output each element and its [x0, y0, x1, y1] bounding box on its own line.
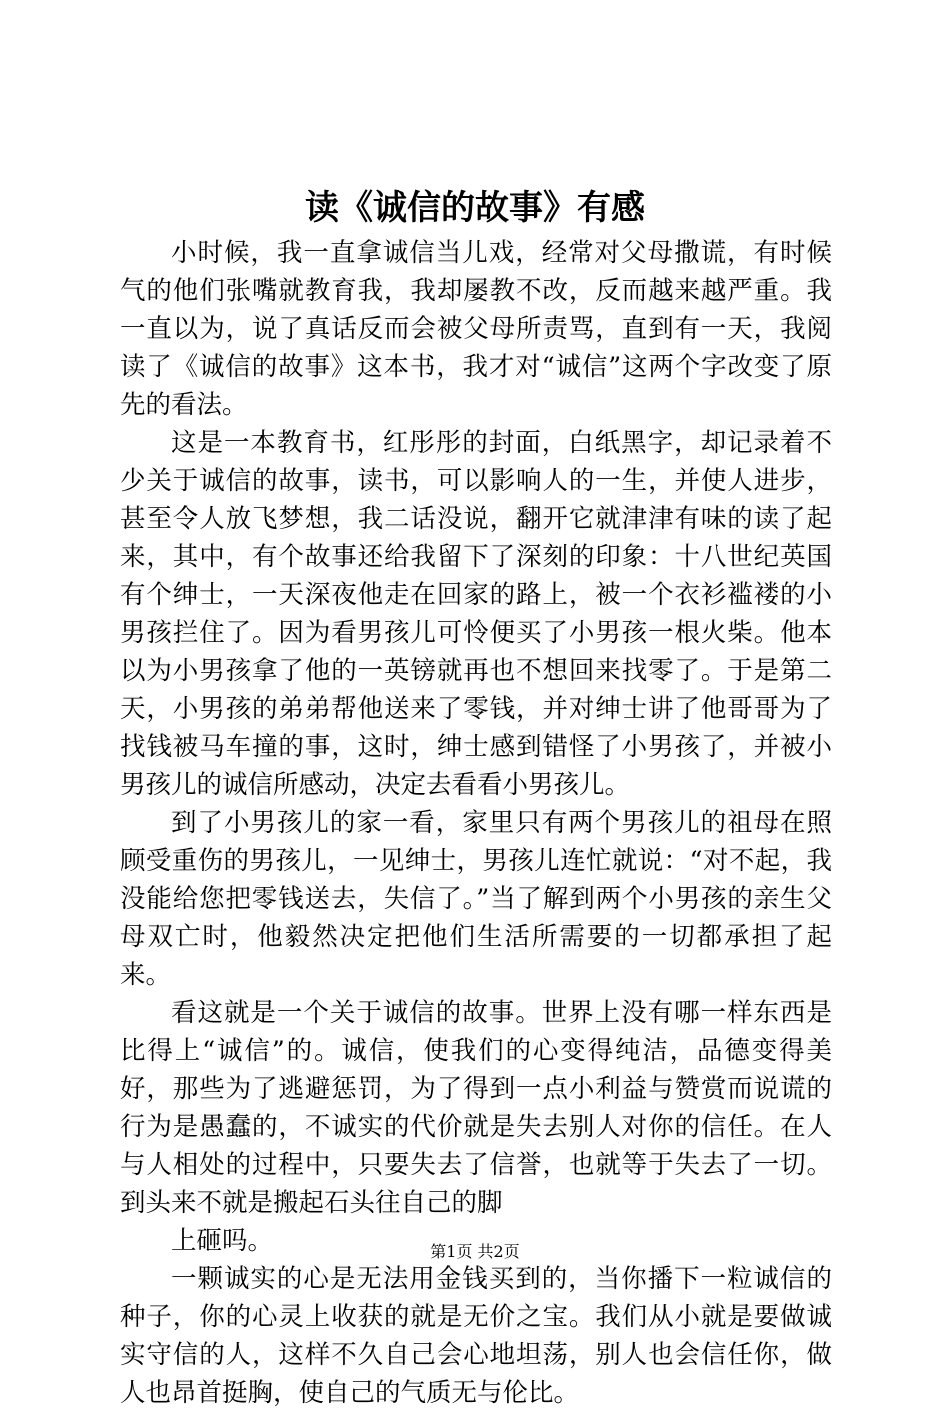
paragraph-5: 上砸吗。: [171, 1226, 274, 1256]
paragraph-2: 这是一本教育书，红彤彤的封面，白纸黑字，却记录着不少关于诚信的故事，读书，可以影响人的一生，并使人进步，甚至令人放飞梦想，我二话没说，翻开它就津津有味的读了起来，其中，有个故事还给我留下了深刻的印象：十八世纪英国有个绅士，一天深夜他走在回家的路上，被一个衣衫褴褛的小男孩拦住了。因为看男孩儿可怜便买了小男孩一根火柴。他本以为小男孩拿了他的一英镑就再也不想回来找零了。于是第二天，小男孩的弟弟帮他送来了零钱，并对绅士讲了他哥哥为了找钱被马车撞的事，这时，绅士感到错怪了小男孩了，并被小男孩儿的诚信所感动，决定去看看小男孩儿。: [120, 428, 832, 800]
paragraph-4: 看这就是一个关于诚信的故事。世界上没有哪一样东西是比得上“诚信”的。诚信，使我们的心变得纯洁，品德变得美好，那些为了逃避惩罚，为了得到一点小利益与赞赏而说谎的行为是愚蠢的，不诚实的代价就是失去别人对你的信任。在人与人相处的过程中，只要失去了信誉，也就等于失去了一切。到头来不就是搬起石头往自己的脚: [120, 998, 832, 1218]
paragraph-1: 小时候，我一直拿诚信当儿戏，经常对父母撒谎，有时候气的他们张嘴就教育我，我却屡教不改，反而越来越严重。我一直以为，说了真话反而会被父母所责骂，直到有一天，我阅读了《诚信的故事》这本书，我才对“诚信”这两个字改变了原先的看法。: [120, 238, 832, 420]
page-number-footer: 第1页 共2页: [430, 1242, 520, 1261]
paragraph-6: 一颗诚实的心是无法用金钱买到的，当你播下一粒诚信的种子，你的心灵上收获的就是无价之宝。我们从小就是要做诚实守信的人，这样不久自己会心地坦荡，别人也会信任你，做人也昂首挺胸，使自己的气质无与伦比。: [120, 1264, 832, 1408]
paragraph-3: 到了小男孩儿的家一看，家里只有两个男孩儿的祖母在照顾受重伤的男孩儿，一见绅士，男孩儿连忙就说：“对不起，我没能给您把零钱送去，失信了。”当了解到两个小男孩的亲生父母双亡时，他毅然决定把他们生活所需要的一切都承担了起来。: [120, 808, 832, 990]
document-title: 读《诚信的故事》有感: [305, 188, 645, 228]
document-body: [120, 234, 832, 1412]
